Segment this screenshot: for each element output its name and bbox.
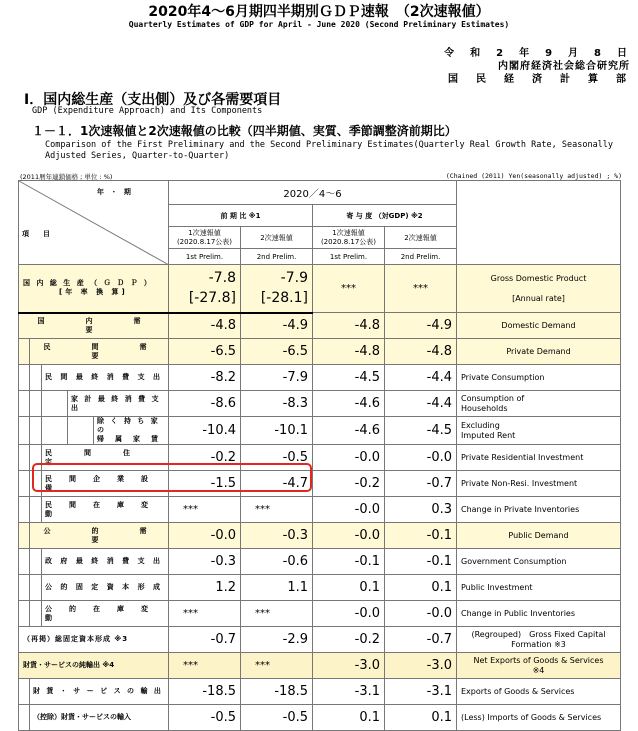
- gdp-second: [241, 265, 313, 313]
- period-header: 2020／4～6: [169, 181, 457, 205]
- unit-note-jp: (2011暦年連鎖価格 ; 単位 : %): [20, 173, 113, 181]
- row-label: [19, 575, 169, 601]
- contrib-second-header: 2次速報値: [385, 227, 457, 249]
- org-name: 内閣府経済社会総合研究所: [498, 61, 630, 72]
- cell-first: -10.4: [169, 417, 241, 445]
- first-label: 1次速報値: [332, 228, 365, 237]
- cell-en-line2: Formation ※3: [511, 639, 566, 649]
- gdp-en: [457, 265, 621, 313]
- cell-en: Public Investment: [457, 575, 621, 601]
- indent-line: [29, 523, 30, 548]
- section-heading-en: GDP (Expenditure Approach) and Its Components: [32, 106, 263, 116]
- row-label: [19, 679, 169, 705]
- row-label-text: 財 貨 ・ サ ー ビ ス の 輸 出: [33, 687, 163, 695]
- row-label: [19, 705, 169, 731]
- cell-en: [457, 653, 621, 679]
- row-label-text: 民 間 需 要: [43, 342, 188, 360]
- first-date: (2020.8.17公表): [176, 237, 233, 246]
- cell-first: -4.8: [169, 313, 241, 339]
- gdp-first-annual: [-27.8]: [188, 290, 236, 307]
- row-label: [19, 391, 169, 417]
- cell-en: Public Demand: [457, 523, 621, 549]
- table-row: [19, 653, 621, 679]
- cell-contrib-first: -4.8: [313, 313, 385, 339]
- row-label-text-2: 帰 属 家 賃: [97, 435, 160, 443]
- cell-second: -2.9: [241, 627, 313, 653]
- indent-line: [29, 471, 30, 496]
- row-label: [19, 601, 169, 627]
- cell-first: -8.6: [169, 391, 241, 417]
- table-row: [19, 417, 621, 445]
- row-label: [19, 339, 188, 365]
- table-row: [19, 549, 621, 575]
- table-row: [19, 679, 621, 705]
- cell-first: ***: [169, 653, 241, 679]
- cell-en-line1: Excluding: [461, 420, 500, 430]
- contrib-first-header: [313, 227, 385, 249]
- indent-line: [93, 417, 94, 444]
- cell-contrib-first: -3.1: [313, 679, 385, 705]
- indent-line: [41, 365, 42, 390]
- row-label-text: （控除）財貨・サービスの輸入: [33, 713, 131, 721]
- indent-line: [29, 417, 30, 444]
- cell-first: -0.7: [169, 627, 241, 653]
- contrib-second-en: 2nd Prelim.: [385, 249, 457, 265]
- cell-second: 1.1: [241, 575, 313, 601]
- gdp-en-name: Gross Domestic Product: [490, 273, 587, 283]
- table-row: [19, 705, 621, 731]
- cell-contrib-first: -4.5: [313, 365, 385, 391]
- cell-second: -4.7: [241, 471, 313, 497]
- contribution-header: 寄 与 度 （対GDP) ※2: [313, 205, 457, 227]
- cell-en-line1: Net Exports of Goods & Services: [473, 655, 604, 665]
- cell-second: -18.5: [241, 679, 313, 705]
- cell-contrib-second: -4.8: [385, 339, 457, 365]
- indent-line: [29, 391, 30, 416]
- cell-contrib-first: -0.2: [313, 471, 385, 497]
- cell-contrib-first: -4.8: [313, 339, 385, 365]
- cell-contrib-first: -0.2: [313, 627, 385, 653]
- cell-en: Private Demand: [457, 339, 621, 365]
- cell-second: -10.1: [241, 417, 313, 445]
- cell-contrib-second: -0.0: [385, 601, 457, 627]
- first-date: (2020.8.17公表): [320, 237, 377, 246]
- cell-contrib-second: 0.1: [385, 705, 457, 731]
- gdp-en-annual: [Annual rate]: [512, 293, 565, 303]
- gdp-label-annual: [年 率 換 算]: [59, 288, 128, 297]
- header-diagonal: [19, 181, 169, 265]
- cell-second: -0.6: [241, 549, 313, 575]
- cell-second: ***: [241, 653, 313, 679]
- qoq-second-en: 2nd Prelim.: [241, 249, 313, 265]
- cell-second: -0.3: [241, 523, 313, 549]
- page-subtitle: Quarterly Estimates of GDP for April - June 2020 (Second Preliminary Estimates): [128, 20, 510, 29]
- cell-contrib-second: -3.0: [385, 653, 457, 679]
- cell-first: ***: [169, 601, 241, 627]
- gdp-second-annual: [-28.1]: [260, 290, 308, 307]
- indent-line: [41, 549, 42, 574]
- indent-line: [41, 575, 42, 600]
- cell-en: [457, 417, 621, 445]
- cell-second: -0.5: [241, 445, 313, 471]
- cell-en: Government Consumption: [457, 549, 621, 575]
- table-row: [19, 627, 621, 653]
- table-row: [19, 575, 621, 601]
- row-label: [19, 523, 188, 549]
- row-label-text: 公 的 固 定 資 本 形 成: [45, 583, 164, 591]
- row-label: [19, 653, 169, 679]
- indent-line: [29, 339, 30, 364]
- cell-contrib-first: -0.0: [313, 445, 385, 471]
- subsection-heading-en-line1: Comparison of the First Preliminary and the Second Preliminary Estimates(Quarterly Real Growth Rate, Seasonally: [45, 140, 614, 150]
- subsection-heading-en-line2: Adjusted Series, Quarter-to-Quarter): [45, 151, 230, 161]
- contrib-first-en: 1st Prelim.: [313, 249, 385, 265]
- row-label-text: 家 計 最 終 消 費 支 出: [71, 394, 161, 412]
- cell-contrib-second: -4.4: [385, 365, 457, 391]
- row-label-text: 政 府 最 終 消 費 支 出: [45, 557, 164, 565]
- cell-contrib-first: -0.0: [313, 601, 385, 627]
- cell-en: (Less) Imports of Goods & Services: [457, 705, 621, 731]
- row-label-text: 民 間 住 宅: [45, 448, 162, 466]
- row-label: [19, 365, 169, 391]
- qoq-first-en: 1st Prelim.: [169, 249, 241, 265]
- cell-second: ***: [241, 601, 313, 627]
- qoq-second-header: 2次速報値: [241, 227, 313, 249]
- release-date: 令 和 2 年 9 月 8 日: [444, 48, 630, 59]
- cell-first: -6.5: [169, 339, 241, 365]
- gdp-contrib-first: ***: [313, 265, 385, 313]
- cell-en: Private Consumption: [457, 365, 621, 391]
- indent-line: [29, 601, 30, 626]
- row-label: [19, 417, 169, 445]
- cell-first: -1.5: [169, 471, 241, 497]
- cell-contrib-first: -4.6: [313, 391, 385, 417]
- cell-second: -7.9: [241, 365, 313, 391]
- indent-line: [29, 679, 30, 704]
- indent-line: [41, 391, 42, 416]
- indent-line: [29, 497, 30, 522]
- cell-contrib-second: 0.3: [385, 497, 457, 523]
- table-row: [19, 523, 621, 549]
- cell-first: ***: [169, 497, 241, 523]
- qoq-first-header: [169, 227, 241, 249]
- cell-second: ***: [241, 497, 313, 523]
- row-label-text: 国 内 需 要: [37, 316, 182, 334]
- org-dept: 国 民 経 済 計 算 部: [448, 74, 630, 85]
- cell-second: -6.5: [241, 339, 313, 365]
- cell-en-line1: Consumption of: [461, 393, 525, 403]
- cell-second: -4.9: [241, 313, 313, 339]
- subsection-heading-en: [45, 140, 613, 162]
- cell-en: Exports of Goods & Services: [457, 679, 621, 705]
- gdp-contrib-second: ***: [385, 265, 457, 313]
- cell-contrib-second: 0.1: [385, 575, 457, 601]
- table-row: [19, 339, 621, 365]
- row-label: [19, 497, 169, 523]
- cell-contrib-second: -0.1: [385, 549, 457, 575]
- cell-en: Change in Public Inventories: [457, 601, 621, 627]
- cell-en: Domestic Demand: [457, 313, 621, 339]
- highlight-box: [32, 463, 312, 492]
- row-label-text: 財貨・サービスの純輸出 ※4: [23, 661, 115, 669]
- cell-en: Private Non-Resi. Investment: [457, 471, 621, 497]
- cell-contrib-second: -4.9: [385, 313, 457, 339]
- cell-second: -0.5: [241, 705, 313, 731]
- cell-first: -0.2: [169, 445, 241, 471]
- cell-second: -8.3: [241, 391, 313, 417]
- gdp-comparison-table: [18, 180, 621, 731]
- gdp-label: [19, 265, 169, 313]
- cell-first: -0.0: [169, 523, 241, 549]
- cell-contrib-first: 0.1: [313, 575, 385, 601]
- row-label-text: 民 間 最 終 消 費 支 出: [45, 373, 164, 381]
- row-label-text-1: 除 く 持 ち 家 の: [97, 417, 160, 434]
- cell-contrib-first: 0.1: [313, 705, 385, 731]
- row-label: [19, 627, 169, 653]
- indent-line: [29, 575, 30, 600]
- row-label-text: （再掲）総固定資本形成 ※3: [23, 635, 129, 643]
- cell-en: Private Residential Investment: [457, 445, 621, 471]
- cell-contrib-first: -4.6: [313, 417, 385, 445]
- row-label-text: 民 間 在 庫 変 動: [45, 500, 165, 518]
- table-row: [19, 601, 621, 627]
- cell-first: -0.5: [169, 705, 241, 731]
- table-row: [19, 313, 621, 339]
- cell-contrib-second: -0.1: [385, 523, 457, 549]
- row-label: [19, 549, 169, 575]
- row-label-text: 公 的 在 庫 変 動: [45, 604, 165, 622]
- cell-first: -18.5: [169, 679, 241, 705]
- cell-first: -8.2: [169, 365, 241, 391]
- cell-en-line2: ※4: [532, 665, 545, 675]
- header-blank-en: [457, 181, 621, 265]
- cell-contrib-second: -4.5: [385, 417, 457, 445]
- indent-line: [41, 497, 42, 522]
- table-row-gdp: [19, 265, 621, 313]
- cell-contrib-first: -0.0: [313, 523, 385, 549]
- period-axis-label: 年 ・ 期: [97, 188, 133, 196]
- cell-en: [457, 627, 621, 653]
- cell-contrib-first: -0.0: [313, 497, 385, 523]
- indent-line: [29, 549, 30, 574]
- indent-line: [41, 601, 42, 626]
- subsection-heading: １－１．1次速報値と2次速報値の比較（四半期値、実質、季節調整済前期比）: [32, 124, 457, 138]
- section-heading: Ⅰ．国内総生産（支出側）及び各需要項目: [24, 92, 282, 108]
- item-axis-label: 項 目: [22, 230, 50, 238]
- unit-note-en: (Chained (2011) Yen(seasonally adjusted) ; %): [445, 172, 622, 180]
- cell-contrib-second: -4.4: [385, 391, 457, 417]
- cell-first: -0.3: [169, 549, 241, 575]
- cell-contrib-second: -3.1: [385, 679, 457, 705]
- cell-en: [457, 391, 621, 417]
- indent-line: [41, 417, 42, 444]
- indent-line: [29, 705, 30, 730]
- qoq-header: 前 期 比 ※1: [169, 205, 313, 227]
- cell-en-line2: Households: [461, 403, 508, 413]
- table-row: [19, 391, 621, 417]
- cell-contrib-second: -0.7: [385, 471, 457, 497]
- row-label-text: 民 間 企 業 設 備: [45, 474, 165, 492]
- cell-en-line1: (Regrouped) Gross Fixed Capital: [471, 629, 606, 639]
- indent-line: [67, 417, 68, 444]
- cell-contrib-second: -0.7: [385, 627, 457, 653]
- cell-contrib-first: -3.0: [313, 653, 385, 679]
- gdp-first-qoq: -7.8: [208, 270, 236, 287]
- indent-line: [29, 445, 30, 470]
- first-label: 1次速報値: [188, 228, 221, 237]
- cell-en-line2: Imputed Rent: [461, 430, 516, 440]
- table-row: [19, 365, 621, 391]
- header-corner: [19, 181, 169, 265]
- cell-en: Change in Private Inventories: [457, 497, 621, 523]
- page-title: 2020年4～6月期四半期別ＧＤＰ速報 （2次速報値）: [148, 4, 490, 20]
- row-label: [19, 313, 182, 339]
- table-row: [19, 497, 621, 523]
- row-label-text: 公 的 需 要: [43, 526, 188, 544]
- gdp-second-qoq: -7.9: [280, 270, 308, 287]
- cell-first: 1.2: [169, 575, 241, 601]
- gdp-first: [169, 265, 241, 313]
- cell-contrib-first: -0.1: [313, 549, 385, 575]
- gdp-label-jp: 国 内 総 生 産 （ Ｇ Ｄ Ｐ ）: [23, 279, 153, 288]
- cell-contrib-second: -0.0: [385, 445, 457, 471]
- indent-line: [29, 365, 30, 390]
- indent-line: [67, 391, 68, 416]
